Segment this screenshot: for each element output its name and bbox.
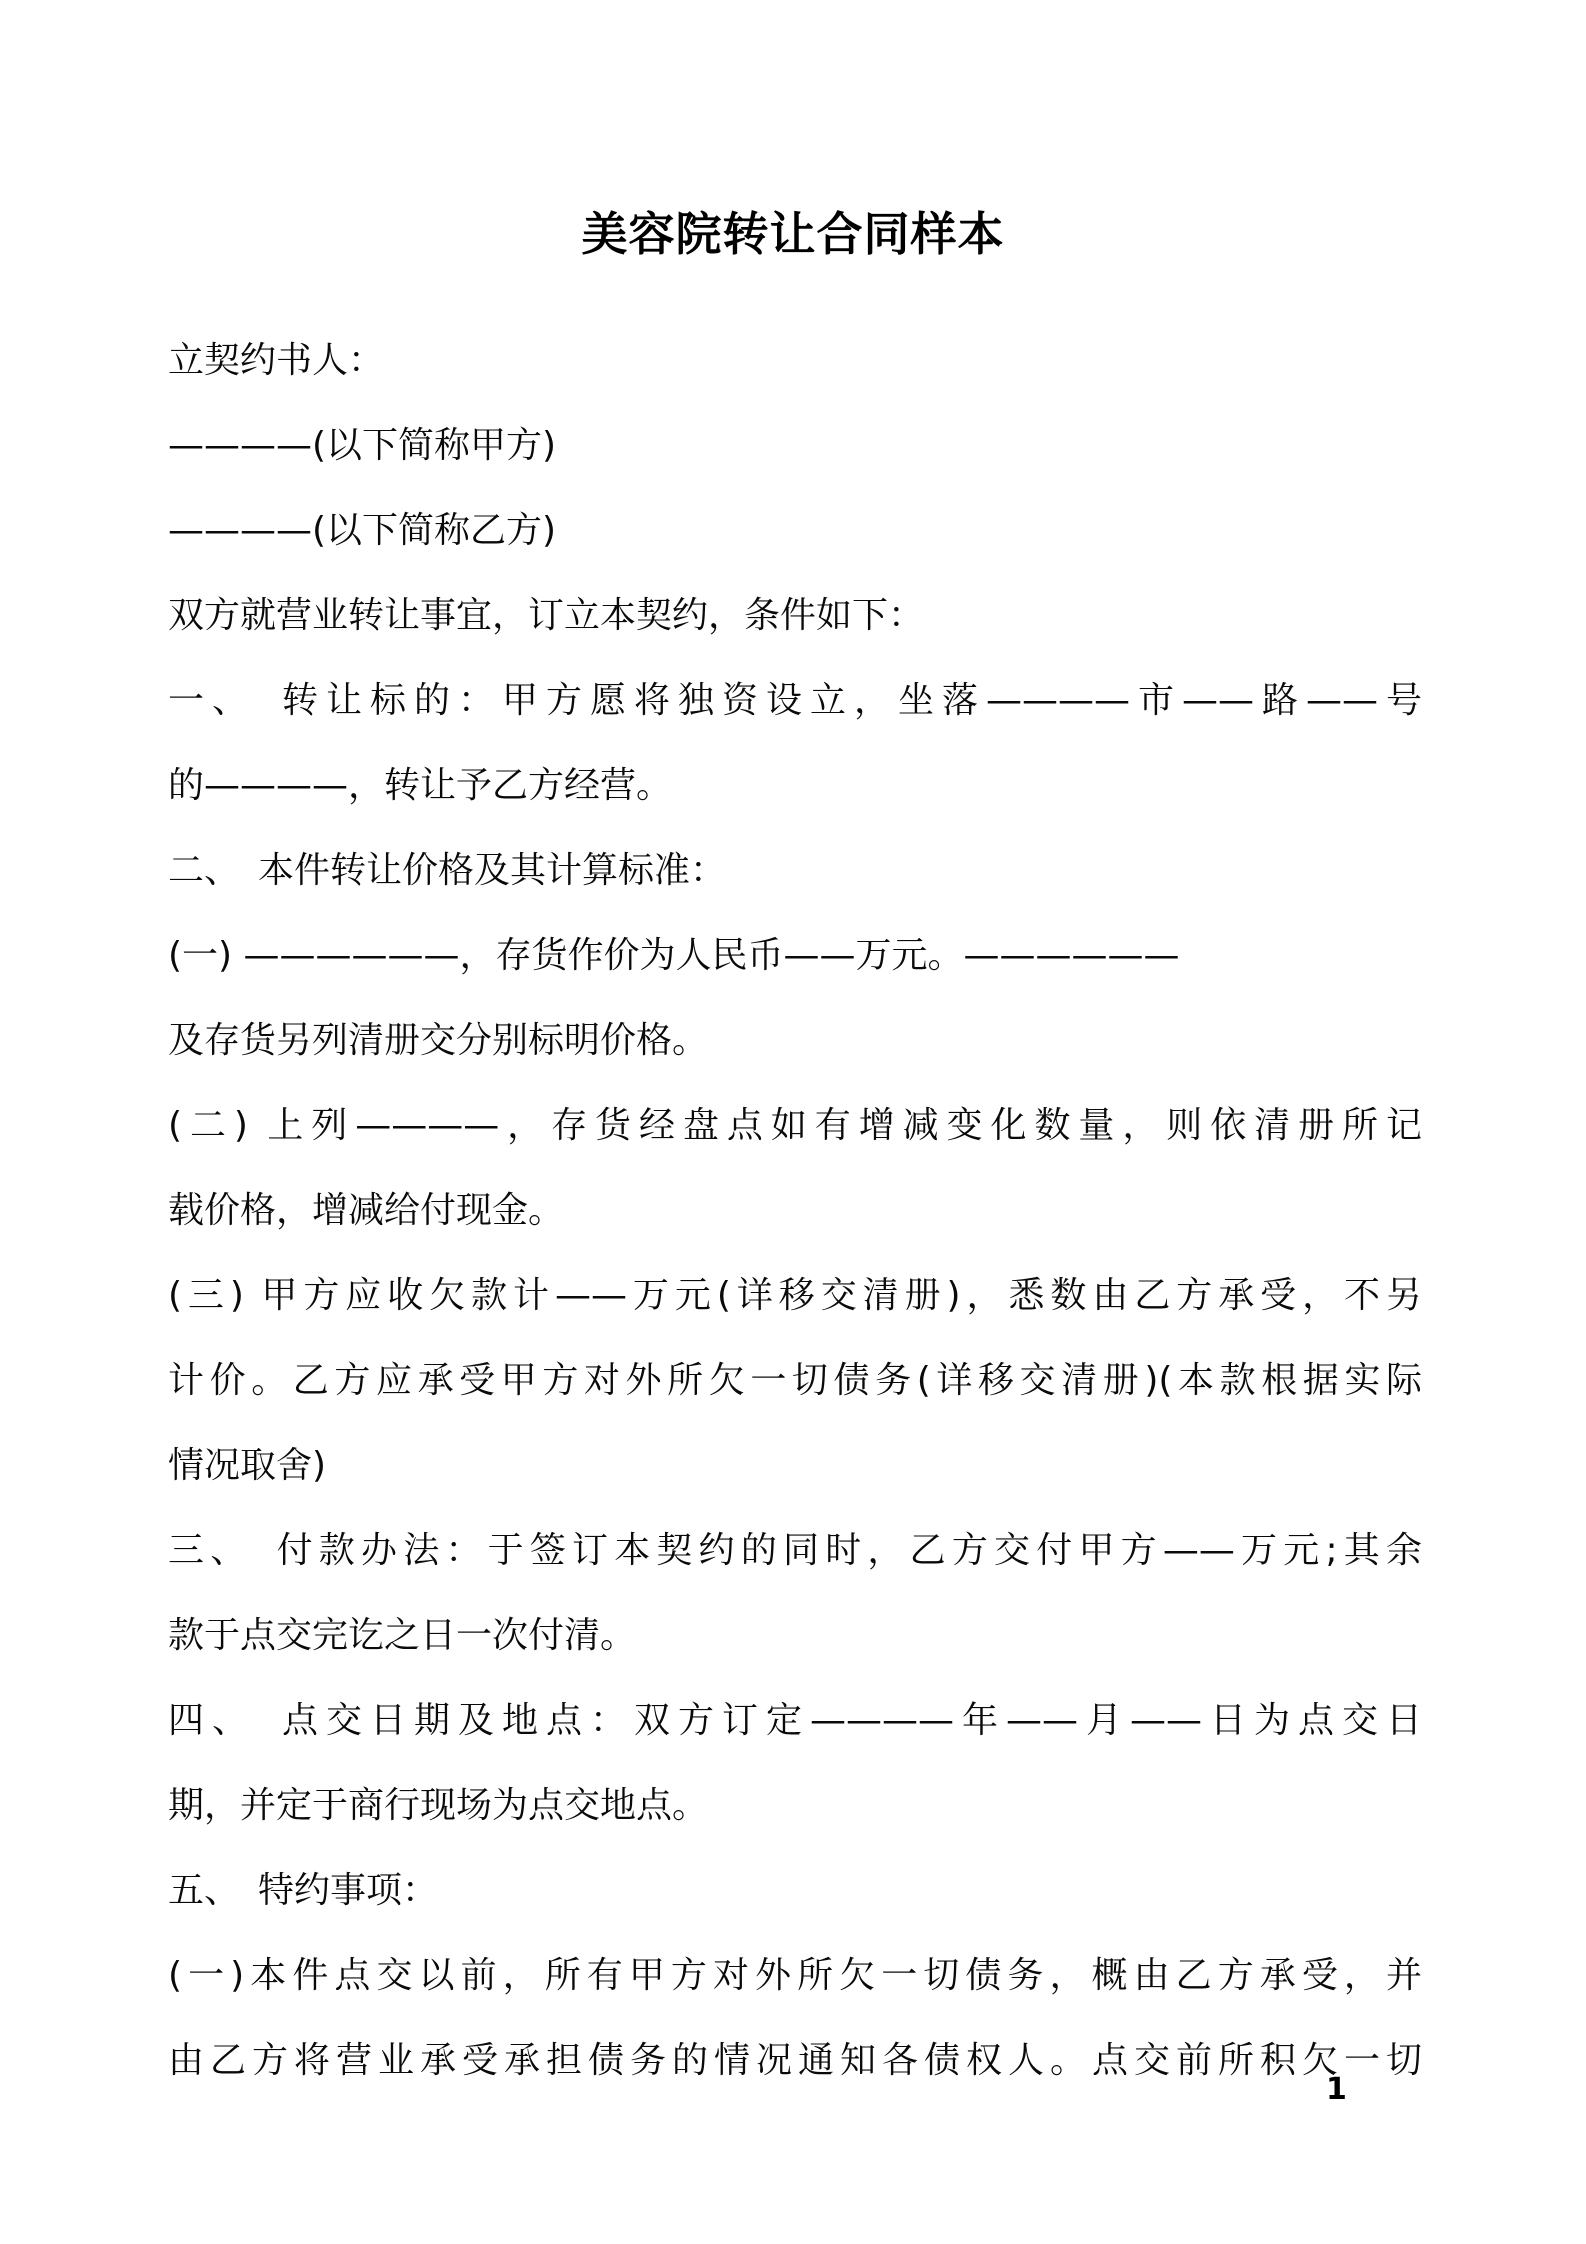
contract-line: 由乙方将营业承受承担债务的情况通知各债权人。点交前所积欠一切 (168, 2040, 1422, 2081)
contract-line: (二) 上列————，存货经盘点如有增减变化数量，则依清册所记 (168, 1105, 1422, 1146)
contract-line: 期，并定于商行现场为点交地点。 (168, 1785, 709, 1826)
contract-line: 载价格，增减给付现金。 (168, 1190, 565, 1231)
contract-line: 二、 本件转让价格及其计算标准： (168, 850, 727, 891)
contract-line: 四、 点交日期及地点：双方订定————年——月——日为点交日 (168, 1700, 1422, 1741)
contract-line: 五、 特约事项： (168, 1870, 439, 1911)
page-number: 1 (1326, 2072, 1347, 2107)
contract-line: (一)本件点交以前，所有甲方对外所欠一切债务，概由乙方承受，并 (168, 1955, 1422, 1996)
document-body (168, 318, 1422, 2103)
contract-line: 立契约书人： (168, 340, 385, 381)
contract-line: 情况取舍) (168, 1445, 327, 1486)
contract-line: 的————，转让予乙方经营。 (168, 765, 673, 806)
contract-line: 双方就营业转让事宜，订立本契约，条件如下： (168, 595, 925, 636)
document-title: 美容院转让合同样本 (581, 207, 1005, 261)
contract-line: 一、 转让标的：甲方愿将独资设立，坐落————市——路——号 (168, 680, 1422, 721)
contract-line: 款于点交完讫之日一次付清。 (168, 1615, 637, 1656)
contract-line: ————(以下简称甲方) (168, 425, 557, 466)
contract-line: 三、 付款办法：于签订本契约的同时，乙方交付甲方——万元;其余 (168, 1530, 1422, 1571)
contract-line: ————(以下简称乙方) (168, 510, 557, 551)
contract-line: 计价。乙方应承受甲方对外所欠一切债务(详移交清册)(本款根据实际 (168, 1360, 1422, 1401)
contract-line: 及存货另列清册交分别标明价格。 (168, 1020, 709, 1061)
contract-line: (一) ——————，存货作价为人民币——万元。—————— (168, 935, 1180, 976)
contract-line: (三) 甲方应收欠款计——万元(详移交清册)，悉数由乙方承受，不另 (168, 1275, 1422, 1316)
